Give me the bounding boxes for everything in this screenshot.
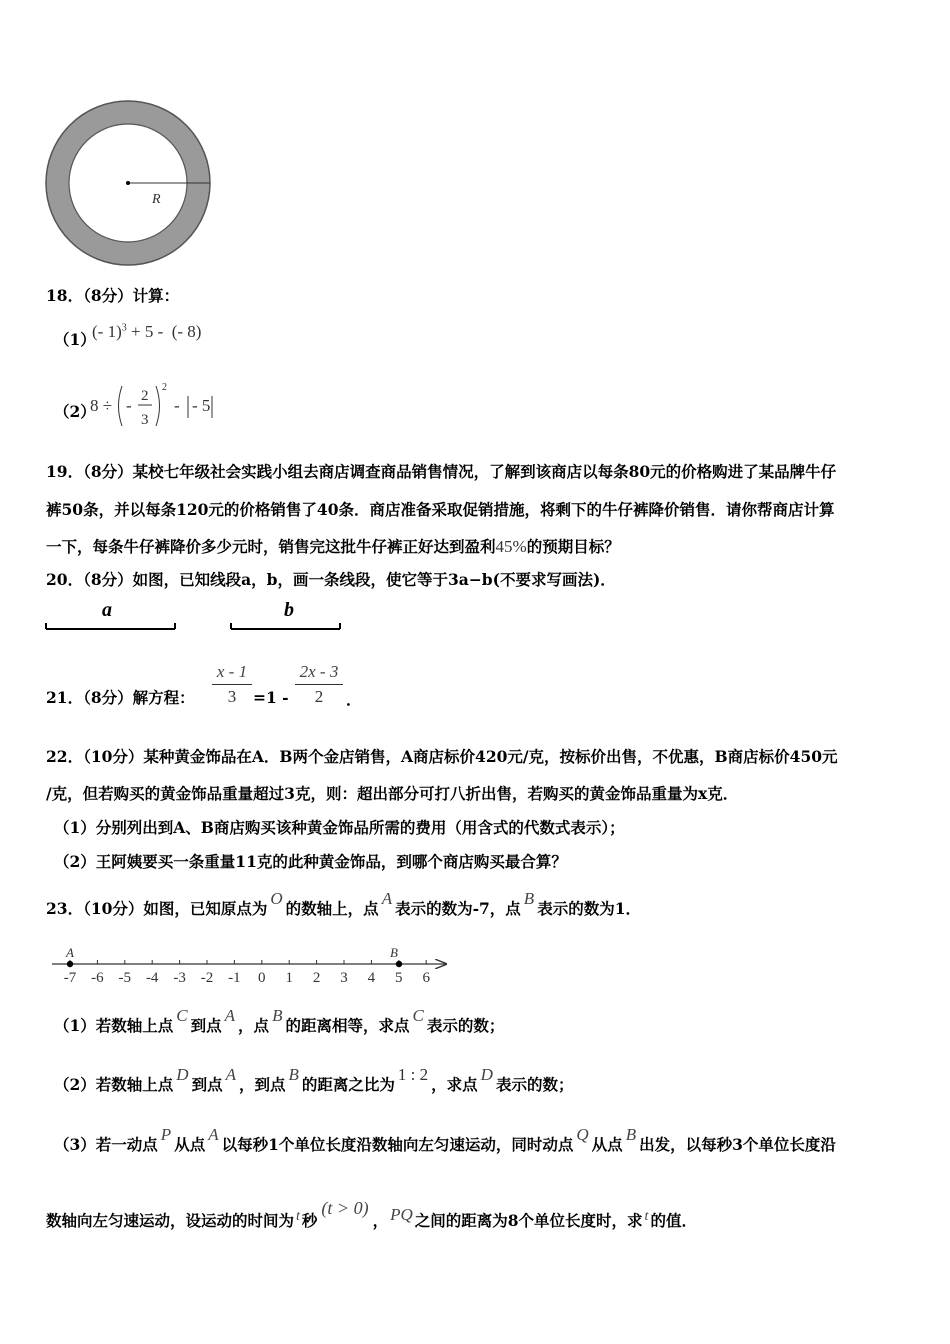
q23-p3-a: （3）若一动点: [54, 1135, 158, 1154]
axis-tick-label: -2: [200, 970, 214, 986]
svg-text:- 5: - 5: [192, 396, 211, 415]
q23-p2-var-D2: D: [480, 1065, 493, 1084]
axis-tick-label: 0: [258, 970, 266, 986]
q21-fraction1: [210, 662, 254, 707]
q18-heading: 18．（8分）计算：: [46, 286, 180, 305]
point-A-label: A: [66, 945, 74, 960]
point-A-dot: [67, 961, 73, 967]
q23-p3b-condition: (t > 0): [321, 1198, 369, 1218]
q23-p2-b: 到点: [191, 1075, 223, 1094]
q23-p3-c: 以每秒1个单位长度沿数轴向左匀速运动，同时动点: [221, 1135, 574, 1154]
q22-sub2: （2）王阿姨要买一条重量11克的此种黄金饰品，到哪个商店购买最合算？: [54, 852, 567, 871]
point-B-dot: [396, 961, 402, 967]
q23-part2: [54, 1065, 574, 1095]
q22-sub1: （1）分别列出到A、B商店购买该种黄金饰品所需的费用（用含式的代数式表示）；: [54, 818, 625, 837]
q23-heading: [46, 889, 641, 919]
segments-figure: [44, 596, 354, 636]
q23-p1-e: 表示的数；: [426, 1016, 505, 1035]
q18-part1-label: （1）: [54, 330, 96, 349]
svg-text:-: -: [174, 396, 180, 415]
axis-tick-label: -3: [173, 970, 186, 986]
q23-p1-a: （1）若数轴上点: [54, 1016, 174, 1035]
q23-p1-var-C: C: [176, 1006, 188, 1025]
segment-b-label: b: [284, 599, 294, 621]
point-B-label: B: [390, 945, 398, 960]
number-line: [46, 940, 456, 988]
q23-text1: 23．（10分）如图，已知原点为: [46, 899, 268, 918]
q23-text4: 表示的数为1．: [537, 899, 641, 918]
q21-den1: 3: [227, 687, 237, 706]
q23-p2-c: ，到点: [238, 1075, 286, 1094]
q22-line1: 22．（10分）某种黄金饰品在A．B两个金店销售，A商店标价420元/克，按标价出售，不优惠，B商店标价450元: [46, 747, 838, 766]
q23-p1-var-A: A: [224, 1006, 236, 1025]
q23-p2-var-B: B: [288, 1065, 299, 1084]
q23-p1-var-B: B: [272, 1006, 283, 1025]
q23-p3-var-P: P: [160, 1125, 172, 1144]
q23-p3b-e: 的值．: [650, 1211, 697, 1230]
q19-line3-pre: 一下，每条牛仔裤降价多少元时，销售完这批牛仔裤正好达到盈利: [46, 537, 496, 556]
q23-p3b-b: 秒: [301, 1211, 318, 1230]
q23-p1-var-C2: C: [412, 1006, 424, 1025]
q18-part2-expression: [88, 380, 228, 432]
q18-part1-expression: (- 1)$^3$ + 5 - (- 8): [92, 322, 202, 341]
svg-text:2: 2: [141, 388, 149, 404]
q23-p1-b: 到点: [190, 1016, 222, 1035]
q23-p3-b: 从点: [174, 1135, 206, 1154]
axis-tick-label: -6: [91, 970, 104, 986]
q23-p2-e: ，求点: [431, 1075, 478, 1094]
q23-var-A: A: [381, 889, 393, 908]
q23-p3-d: 从点: [591, 1135, 623, 1154]
q21-fraction2: [293, 662, 345, 707]
axis-tick-label: 6: [422, 970, 430, 986]
axis-tick-label: 5: [395, 970, 403, 986]
q23-p3-e: 出发，以每秒3个单位长度沿: [639, 1135, 836, 1154]
q23-p3-var-Q: Q: [576, 1125, 589, 1144]
svg-text:3: 3: [141, 412, 149, 428]
q23-p2-var-A: A: [225, 1065, 236, 1084]
axis-tick-label: -4: [145, 970, 159, 986]
q18-part2-label: （2）: [54, 402, 96, 421]
q23-p3b-c: ，: [372, 1211, 389, 1230]
axis-tick-label: 2: [312, 970, 321, 986]
q23-p3b-var-t2: t: [644, 1209, 649, 1224]
axis-tick-label: -1: [228, 970, 241, 986]
q23-p1-c: ，点: [238, 1016, 270, 1035]
q23-part3-line2: [46, 1198, 697, 1233]
q23-p2-var-D: D: [176, 1065, 189, 1084]
q19-percent: 45%: [495, 537, 527, 556]
axis-tick-label: 4: [367, 970, 376, 986]
axis-tick-label: 1: [285, 970, 293, 986]
q23-p3-var-A: A: [208, 1125, 219, 1144]
q19-line3: [46, 537, 620, 557]
axis-tick-label: -7: [63, 970, 77, 986]
radius-label: R: [152, 192, 161, 207]
svg-text:2: 2: [162, 382, 167, 393]
axis-tick-label: 3: [340, 970, 348, 986]
q23-p2-f: 表示的数；: [495, 1075, 574, 1094]
q21-num1: x - 1: [216, 662, 248, 681]
q23-part1: [54, 1006, 505, 1036]
q21-middle: =1 -: [253, 688, 289, 707]
q19-line2: 裤50条，并以每条120元的价格销售了40条．商店准备采取促销措施，将剩下的牛仔裤降价销售．请你帮商店计算: [46, 500, 835, 519]
center-point: [126, 181, 130, 185]
q23-p3-var-B: B: [625, 1125, 637, 1144]
q23-p3b-a: 数轴向左匀速运动，设运动的时间为: [46, 1211, 295, 1230]
q21-end: ．: [346, 690, 362, 709]
q23-var-O: O: [270, 889, 283, 908]
q23-text3: 表示的数为-7，点: [395, 899, 521, 918]
q23-p2-d: 的距离之比为: [301, 1075, 395, 1094]
q20-text: 20．（8分）如图，已知线段a，b，画一条线段，使它等于3a−b(不要求写画法)．: [46, 570, 616, 589]
q23-p1-d: 的距离相等，求点: [285, 1016, 410, 1035]
q23-text2: 的数轴上，点: [285, 899, 379, 918]
q23-p2-a: （2）若数轴上点: [54, 1075, 174, 1094]
q23-p2-ratio: 1 : 2: [397, 1065, 429, 1084]
q19-line3-post: 的预期目标？: [526, 537, 620, 556]
q19-line1: 19．（8分）某校七年级社会实践小组去商店调查商品销售情况，了解到该商店以每条80元的价格购进了某品牌牛仔: [46, 462, 837, 481]
q23-p3b-d: 之间的距离为8个单位长度时，求: [414, 1211, 643, 1230]
q22-line2: /克，但若购买的黄金饰品重量超过3克，则：超出部分可打八折出售，若购买的黄金饰品重量为x克．: [46, 784, 739, 803]
q21-den2: 2: [314, 687, 324, 706]
q23-p3b-var-t: t: [296, 1209, 300, 1224]
q21-num2: 2x - 3: [299, 662, 339, 681]
svg-text:8 ÷: 8 ÷: [90, 396, 113, 415]
segment-a-label: a: [102, 599, 112, 621]
ring-figure: [40, 96, 220, 272]
q23-p3b-var-PQ: PQ: [390, 1205, 413, 1224]
svg-text:-: -: [126, 396, 132, 415]
q23-var-B: B: [523, 889, 535, 908]
axis-tick-label: -5: [118, 970, 132, 986]
q21-prefix: 21．（8分）解方程：: [46, 688, 195, 707]
q23-part3-line1: [54, 1125, 836, 1155]
